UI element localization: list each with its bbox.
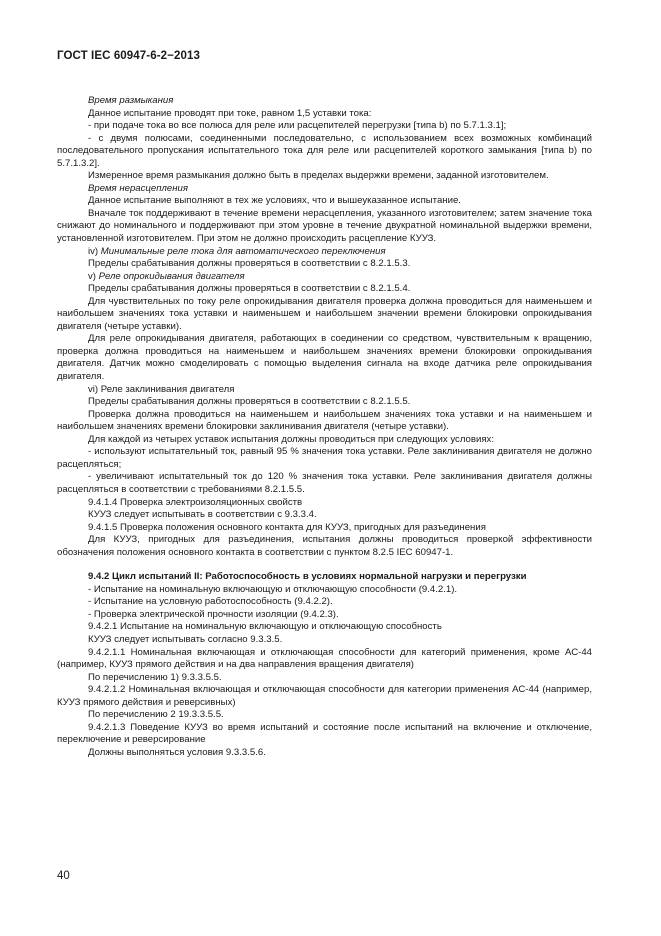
paragraph: [57, 709, 592, 722]
paragraph-text: КУУЗ следует испытывать в соответствии с 9.3.3.4.: [88, 509, 317, 521]
paragraph-text: По перечислению 2 19.3.3.5.5.: [88, 709, 224, 721]
paragraph-italic-text: Реле опрокидывания двигателя: [98, 270, 245, 282]
paragraph: [57, 571, 592, 584]
paragraph: [57, 522, 592, 535]
paragraph: [57, 672, 592, 685]
paragraph-text: 9.4.2 Цикл испытаний II: Работоспособность в условиях нормальной нагрузки и перегрузки: [88, 571, 527, 583]
paragraph: [57, 120, 592, 133]
paragraph-text: Пределы срабатывания должны проверяться в соответствии с 8.2.1.5.4.: [88, 283, 411, 295]
paragraph: [57, 434, 592, 447]
paragraph-text: Данное испытание выполняют в тех же условиях, что и вышеуказанное испытание.: [88, 195, 461, 207]
paragraph-text: v): [88, 270, 99, 282]
paragraph-text: Пределы срабатывания должны проверяться в соответствии с 8.2.1.5.3.: [88, 258, 411, 270]
paragraph-text: 9.4.2.1.2 Номинальная включающая и отключающая способности для категории применения АС-44 (например, КУУЗ прямого действия и реверсивных): [57, 684, 592, 708]
paragraph-text: vi) Реле заклинивания двигателя: [88, 383, 235, 395]
paragraph-text: Данное испытание проводят при токе, равном 1,5 уставки тока:: [88, 107, 372, 119]
paragraph-text: 9.4.2.1.3 Поведение КУУЗ во время испытаний и состояние после испытаний на включение и отключение, переключение и реверсирование: [57, 721, 592, 746]
paragraph: [57, 133, 592, 171]
page-number: 40: [57, 870, 70, 882]
paragraph: [57, 747, 592, 760]
paragraph: [57, 446, 592, 471]
paragraph-text: 9.4.2.1 Испытание на номинальную включающую и отключающую способность: [88, 621, 442, 633]
paragraph: [57, 108, 592, 121]
paragraph: [57, 596, 592, 609]
paragraph-text: По перечислению 1) 9.3.3.5.5.: [88, 671, 222, 683]
paragraph: [57, 258, 592, 271]
paragraph-text: 9.4.2.1.1 Номинальная включающая и отключающая способности для категорий применения, кроме АС-44 (например, КУУЗ прямого действия и на два направления вращения двигателя): [57, 646, 592, 671]
paragraph: [57, 534, 592, 559]
paragraph: [57, 396, 592, 409]
paragraph: [57, 246, 592, 259]
paragraph: [57, 283, 592, 296]
paragraph-text: - с двумя полюсами, соединенными последовательно, с использованием всех возможных комбинаций последовательного пропускания испытательного тока для реле или расцепителей короткого замыкания [типа b) по 5.7.1.3.2].: [57, 132, 592, 169]
paragraph-text: Вначале ток поддерживают в течение времени нерасцепления, указанного изготовителем; затем значение тока снижают до номинального и поддерживают при этом уровне в течение двукратной номинальной выдержки времени, установленной изготовителем. При этом не должно происходить расцепление КУУЗ.: [57, 207, 592, 245]
paragraph-text: Время нерасцепления: [88, 182, 188, 194]
paragraph: [57, 95, 592, 108]
paragraph: [57, 409, 592, 434]
paragraph: [57, 647, 592, 672]
paragraph-text: - при подаче тока во все полюса для реле или расцепителей перегрузки [типа b) по 5.7.1.3.1];: [88, 120, 507, 132]
paragraph: [57, 621, 592, 634]
paragraph-text: Должны выполняться условия 9.3.3.5.6.: [88, 746, 266, 758]
paragraph-text: Проверка должна проводиться на наименьшем и наибольшем значениях тока уставки и на наименьшем и наибольшем значениях времени блокировки заклинивания двигателя (четыре уставки).: [57, 408, 592, 433]
paragraph-text: Для чувствительных по току реле опрокидывания двигателя проверка должна проводиться для наименьшем и наибольшем значениях тока уставки и наименьшем и наибольшем значении времени блокировки опрокидывания двигателя (четыре уставки).: [57, 295, 592, 332]
paragraph-text: Для КУУЗ, пригодных для разъединения, испытания должны проводиться проверкой эффективности обозначения положения основного контакта в соответствии с пунктом 8.2.5 IEC 60947-1.: [57, 534, 592, 558]
paragraph: [57, 509, 592, 522]
page-header: ГОСТ IEC 60947-6-2−2013: [57, 50, 200, 62]
paragraph: [57, 497, 592, 510]
paragraph: [57, 271, 592, 284]
paragraph: [57, 208, 592, 246]
paragraph-text: КУУЗ следует испытывать согласно 9.3.3.5.: [88, 633, 283, 645]
paragraph-text: 9.4.1.5 Проверка положения основного контакта для КУУЗ, пригодных для разъединения: [88, 521, 486, 533]
paragraph: [57, 471, 592, 496]
paragraph: [57, 584, 592, 597]
paragraph-italic-text: Минимальные реле тока для автоматического переключения: [100, 245, 386, 257]
paragraph: [57, 609, 592, 622]
paragraph-text: Время размыкания: [88, 95, 174, 106]
paragraph-text: Измеренное время размыкания должно быть в пределах выдержки времени, заданной изготовителем.: [88, 170, 549, 182]
paragraph-text: - используют испытательный ток, равный 95 % значения тока уставки. Реле заклинивания двигателя не должно расцепляться;: [57, 446, 592, 470]
paragraph: [57, 195, 592, 208]
document-body: [57, 95, 592, 759]
paragraph-text: Пределы срабатывания должны проверяться в соответствии с 8.2.1.5.5.: [88, 396, 411, 408]
paragraph-text: - увеличивают испытательный ток до 120 % значения тока уставки. Реле заклинивания двигателя должны расцепляться в соответствии с требованиями 8.2.1.5.5.: [57, 471, 592, 495]
paragraph-text: - Испытание на условную работоспособность (9.4.2.2).: [88, 596, 333, 608]
paragraph: [57, 183, 592, 196]
paragraph-text: - Проверка электрической прочности изоляции (9.4.2.3).: [88, 608, 339, 620]
paragraph: [57, 634, 592, 647]
paragraph: [57, 384, 592, 397]
paragraph: [57, 684, 592, 709]
paragraph-text: - Испытание на номинальную включающую и отключающую способности (9.4.2.1).: [88, 583, 458, 595]
paragraph: [57, 722, 592, 747]
paragraph-text: Для реле опрокидывания двигателя, работающих в соединении со средством, чувствительным к вращению, проверка должна проводиться на наименьшем и наибольшем значениях времени блокировки опрокидывания двигателя. Датчик можно смоделировать с помощью выделения сигнала на входе датчика реле опрокидывания двигателя.: [57, 333, 592, 383]
paragraph: [57, 170, 592, 183]
paragraph-text: 9.4.1.4 Проверка электроизоляционных свойств: [88, 496, 303, 508]
paragraph: [57, 296, 592, 334]
paragraph: [57, 333, 592, 383]
paragraph-text: Для каждой из четырех уставок испытания должны проводиться при следующих условиях:: [88, 433, 495, 445]
paragraph-text: iv): [88, 245, 101, 257]
